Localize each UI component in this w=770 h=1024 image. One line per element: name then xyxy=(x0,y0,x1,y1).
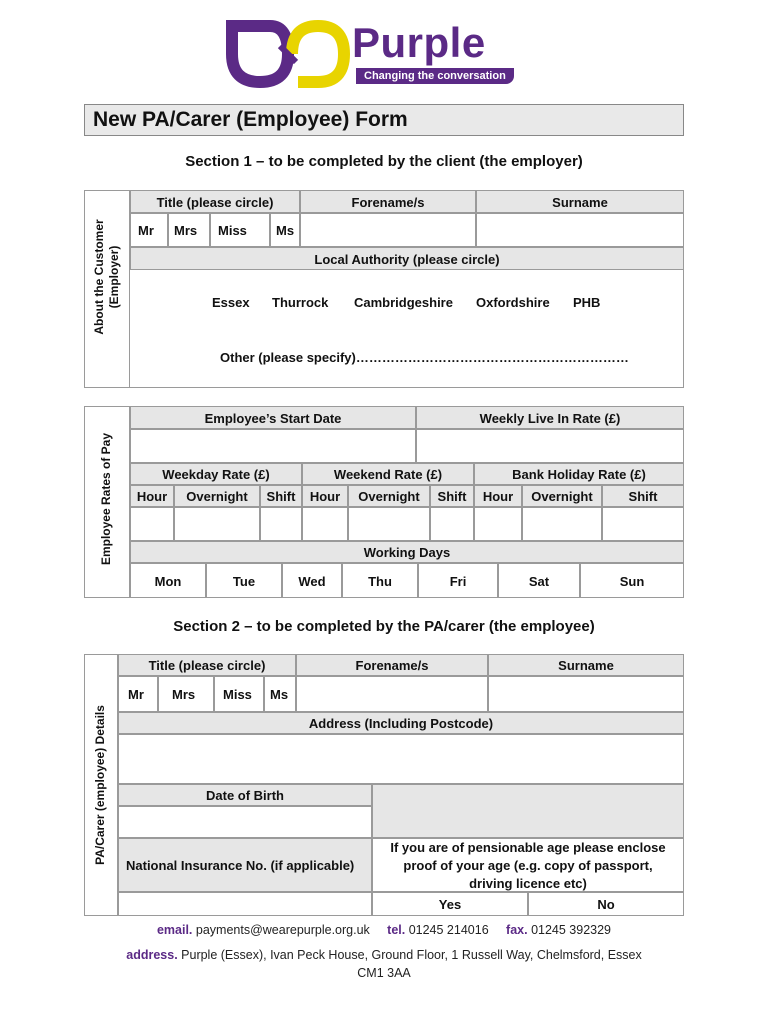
s1-title-header-text: Title (please circle) xyxy=(156,195,274,210)
working-days-header-text: Working Days xyxy=(363,545,451,560)
dob-header-text: Date of Birth xyxy=(206,788,284,803)
pension-note-line2: proof of your age (e.g. copy of passport, xyxy=(403,858,653,873)
weekday-shift-text: Shift xyxy=(266,489,296,504)
weekday-overnight-text: Overnight xyxy=(186,489,248,504)
address-line1: Purple (Essex), Ivan Peck House, Ground Floor, 1 Russell Way, Chelmsford, Essex xyxy=(181,948,642,962)
fax-value: 01245 392329 xyxy=(531,923,612,937)
section1-heading: Section 1 – to be completed by the client (the employer) xyxy=(185,153,583,170)
purple-logo-icon xyxy=(222,18,352,90)
address-line2: CM1 3AA xyxy=(357,966,411,980)
weekend-overnight-text: Overnight xyxy=(358,489,420,504)
email-link[interactable]: payments@wearepurple.org.uk xyxy=(195,923,370,937)
s1-title-miss-text: Miss xyxy=(218,223,247,238)
pension-note-line3: driving licence etc) xyxy=(469,876,587,891)
brand-tagline: Changing the conversation xyxy=(356,68,514,84)
la-oxfordshire[interactable]: Oxfordshire xyxy=(476,295,550,310)
s2-title-miss-text: Miss xyxy=(223,687,252,702)
bank-shift-text: Shift xyxy=(628,489,658,504)
la-cambridgeshire[interactable]: Cambridgeshire xyxy=(354,295,453,310)
pension-yes-text: Yes xyxy=(438,897,462,912)
day-fri-text: Fri xyxy=(449,574,467,589)
pension-shaded xyxy=(372,784,684,838)
tel-value: 01245 214016 xyxy=(408,923,489,937)
weekly-rate-header-text: Weekly Live In Rate (£) xyxy=(479,411,621,426)
pay-side-label: Employee Rates of Pay xyxy=(99,432,113,566)
weekday-hour-text: Hour xyxy=(136,489,168,504)
bank-shift-field[interactable] xyxy=(602,507,684,541)
start-date-field[interactable] xyxy=(130,429,416,463)
s1-la-header-text: Local Authority (please circle) xyxy=(314,252,500,267)
email-label: email. xyxy=(156,923,193,937)
start-date-header-text: Employee’s Start Date xyxy=(204,411,342,426)
day-sat-text: Sat xyxy=(528,574,550,589)
s2-title-mrs-text: Mrs xyxy=(172,687,196,702)
la-thurrock[interactable]: Thurrock xyxy=(272,295,329,310)
s2-forename-field[interactable] xyxy=(296,676,488,712)
s1-title-mr-text: Mr xyxy=(138,223,154,238)
la-essex[interactable]: Essex xyxy=(212,295,250,310)
weekend-header-text: Weekend Rate (£) xyxy=(333,467,443,482)
bank-hour-text: Hour xyxy=(482,489,514,504)
bank-overnight-text: Overnight xyxy=(531,489,593,504)
address-header-text: Address (Including Postcode) xyxy=(308,716,494,731)
ni-field[interactable] xyxy=(118,892,372,916)
s1-surname-field[interactable] xyxy=(476,213,684,247)
s2-surname-field[interactable] xyxy=(488,676,684,712)
weekday-hour-field[interactable] xyxy=(130,507,174,541)
footer-address xyxy=(84,946,684,982)
fax-label: fax. xyxy=(506,923,528,937)
weekend-hour-field[interactable] xyxy=(302,507,348,541)
s2-title-mr-text: Mr xyxy=(128,687,144,702)
la-other-specify[interactable]: Other (please specify)……………………………………………………… xyxy=(220,350,629,365)
ni-label: National Insurance No. (if applicable) xyxy=(126,858,355,873)
bank-overnight-field[interactable] xyxy=(522,507,602,541)
day-thu-text: Thu xyxy=(368,574,392,589)
address-label: address. xyxy=(126,948,178,962)
weekend-shift-field[interactable] xyxy=(430,507,474,541)
s2-title-ms-text: Ms xyxy=(270,687,289,702)
day-sun-text: Sun xyxy=(619,574,645,589)
section2-heading: Section 2 – to be completed by the PA/carer (the employee) xyxy=(173,618,595,635)
bank-header-text: Bank Holiday Rate (£) xyxy=(512,467,646,482)
weekday-header-text: Weekday Rate (£) xyxy=(162,467,270,482)
tel-label: tel. xyxy=(387,923,406,937)
s1-title-mrs-text: Mrs xyxy=(174,223,198,238)
s1-forename-header-text: Forename/s xyxy=(351,195,425,210)
logo xyxy=(222,18,532,90)
weekend-overnight-field[interactable] xyxy=(348,507,430,541)
pension-note-line1: If you are of pensionable age please enclose xyxy=(390,840,666,855)
s1-surname-header-text: Surname xyxy=(552,195,608,210)
section1-side-label: About the Customer (Employer) xyxy=(92,219,121,335)
brand-name: Purple xyxy=(352,19,486,66)
weekend-hour-text: Hour xyxy=(309,489,341,504)
address-field[interactable] xyxy=(118,734,684,784)
s2-surname-header-text: Surname xyxy=(558,658,614,673)
day-mon-text: Mon xyxy=(154,574,182,589)
day-wed-text: Wed xyxy=(298,574,326,589)
section2-side-label: PA/Carer (employee) Details xyxy=(93,705,107,865)
s1-title-ms-text: Ms xyxy=(276,223,295,238)
weekly-rate-field[interactable] xyxy=(416,429,684,463)
pension-no-text: No xyxy=(597,897,615,912)
day-tue-text: Tue xyxy=(232,574,256,589)
s1-forename-field[interactable] xyxy=(300,213,476,247)
footer-contacts xyxy=(84,923,684,937)
weekday-overnight-field[interactable] xyxy=(174,507,260,541)
form-title: New PA/Carer (Employee) Form xyxy=(84,104,684,136)
dob-field[interactable] xyxy=(118,806,372,838)
la-phb[interactable]: PHB xyxy=(573,295,601,310)
bank-hour-field[interactable] xyxy=(474,507,522,541)
weekend-shift-text: Shift xyxy=(437,489,467,504)
s2-forename-header-text: Forename/s xyxy=(355,658,429,673)
s2-title-header-text: Title (please circle) xyxy=(148,658,266,673)
weekday-shift-field[interactable] xyxy=(260,507,302,541)
